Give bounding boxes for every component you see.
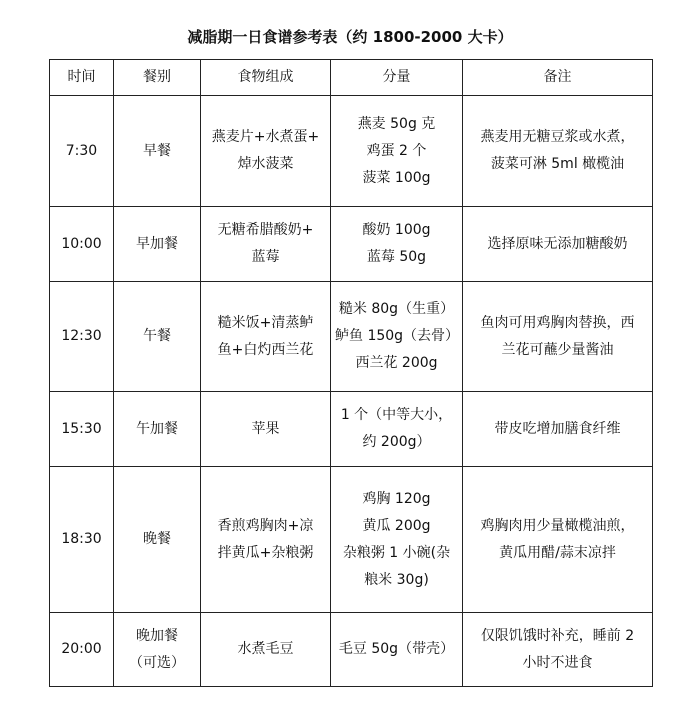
meal-line: 晚加餐: [136, 627, 178, 644]
portion-line: 鲈鱼 150g（去骨）: [335, 328, 460, 344]
food-line: 无糖希腊酸奶+: [217, 222, 314, 238]
table-row: [50, 467, 653, 613]
header-portion: 分量: [331, 60, 463, 96]
meal-line: 午餐: [143, 328, 171, 344]
meal-plan-table: [49, 59, 653, 687]
note-cell: [463, 282, 653, 392]
food-cell: [201, 467, 331, 613]
portion-line: 鸡胸 120g: [362, 490, 431, 507]
portion-line: 毛豆 50g（带壳）: [338, 641, 455, 657]
food-line: 苹果: [251, 420, 280, 437]
portion-cell: [331, 613, 463, 687]
note-line: 选择原味无添加糖酸奶: [487, 235, 628, 252]
portion-line: 1 个（中等大小，: [340, 407, 453, 423]
food-cell: [201, 207, 331, 282]
note-cell: [463, 467, 653, 613]
food-line: 糙米饭+清蒸鲈: [217, 314, 314, 331]
portion-cell: [331, 467, 463, 613]
note-line: 鱼肉可用鸡胸肉替换，西: [480, 314, 635, 331]
table-row: [50, 392, 653, 467]
table-header-row: [50, 60, 653, 96]
meal-line: 早餐: [143, 142, 171, 159]
note-line: 燕麦用无糖豆浆或水煮，: [480, 129, 635, 145]
note-line: 黄瓜用醋/蒜末凉拌: [499, 544, 616, 561]
food-cell: [201, 282, 331, 392]
time-cell: 20:00: [50, 613, 114, 687]
meal-line: （可选）: [129, 654, 185, 671]
meal-line: 晚餐: [143, 531, 171, 547]
food-line: 蓝莓: [251, 249, 280, 265]
food-line: 水煮毛豆: [237, 641, 294, 657]
time-cell: 18:30: [50, 467, 114, 613]
meal-cell: [114, 207, 201, 282]
note-line: 鸡胸肉用少量橄榄油煎，: [480, 517, 635, 534]
food-line: 燕麦片+水煮蛋+: [211, 129, 320, 145]
meal-cell: [114, 96, 201, 207]
portion-line: 黄瓜 200g: [362, 517, 431, 534]
header-note: 备注: [463, 60, 653, 96]
portion-line: 杂粮粥 1 小碗(杂: [342, 544, 451, 561]
food-line: 焯水菠菜: [237, 156, 294, 172]
meal-cell: [114, 282, 201, 392]
note-cell: [463, 392, 653, 467]
portion-cell: [331, 207, 463, 282]
meal-cell: [114, 467, 201, 613]
note-cell: [463, 96, 653, 207]
table-row: [50, 282, 653, 392]
meal-line: 午加餐: [136, 420, 178, 437]
table-row: [50, 613, 653, 687]
portion-line: 蓝莓 50g: [366, 249, 427, 265]
time-cell: 15:30: [50, 392, 114, 467]
portion-line: 菠菜 100g: [362, 169, 431, 186]
food-cell: [201, 613, 331, 687]
note-line: 兰花可蘸少量酱油: [501, 341, 614, 358]
portion-cell: [331, 392, 463, 467]
food-cell: [201, 96, 331, 207]
header-food: 食物组成: [201, 60, 331, 96]
portion-line: 燕麦 50g 克: [357, 115, 436, 132]
note-line: 仅限饥饿时补充，睡前 2: [480, 627, 635, 644]
food-cell: [201, 392, 331, 467]
note-line: 菠菜可淋 5ml 橄榄油: [490, 156, 625, 172]
time-cell: 12:30: [50, 282, 114, 392]
page-title: 减脂期一日食谱参考表（约 1800-2000 大卡）: [187, 28, 513, 46]
note-line: 带皮吃增加膳食纤维: [494, 420, 621, 437]
note-line: 小时不进食: [522, 654, 593, 671]
meal-cell: [114, 392, 201, 467]
header-time: 时间: [50, 60, 114, 96]
portion-line: 西兰花 200g: [355, 355, 438, 371]
note-cell: [463, 207, 653, 282]
portion-cell: [331, 96, 463, 207]
meal-line: 早加餐: [136, 235, 178, 252]
food-line: 鱼+白灼西兰花: [217, 341, 314, 358]
portion-cell: [331, 282, 463, 392]
portion-line: 粮米 30g): [364, 571, 429, 588]
portion-line: 鸡蛋 2 个: [366, 142, 427, 159]
portion-line: 酸奶 100g: [362, 222, 431, 238]
portion-line: 约 200g）: [362, 434, 431, 450]
table-row: [50, 207, 653, 282]
table-row: [50, 96, 653, 207]
portion-line: 糙米 80g（生重）: [338, 301, 455, 317]
food-line: 拌黄瓜+杂粮粥: [217, 544, 314, 561]
time-cell: 7:30: [50, 96, 114, 207]
food-line: 香煎鸡胸肉+凉: [217, 517, 314, 534]
meal-cell: [114, 613, 201, 687]
header-meal: 餐别: [114, 60, 201, 96]
time-cell: 10:00: [50, 207, 114, 282]
note-cell: [463, 613, 653, 687]
